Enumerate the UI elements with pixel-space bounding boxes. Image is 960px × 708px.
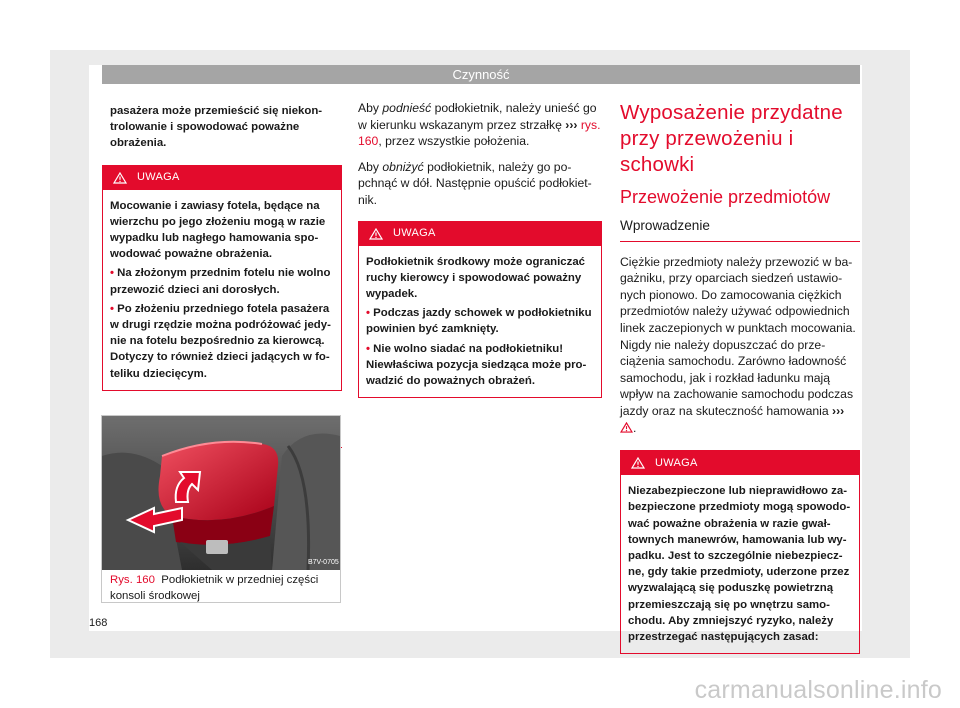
warning-text: Mocowanie i zawiasy fotela, będące na wierzchu po jego złożeniu mogą w razie wypadku lub nagłego hamowania spowodować poważne obrażenia. <box>110 199 326 261</box>
figure-caption-text: Podłokietnik w przedniej części konsoli środkowej <box>110 574 319 602</box>
warning-body <box>103 190 341 390</box>
warning-item-text: Nie wolno siadać na podłokietniku! Niewłaściwa pozycja siedząca może prowadzić do poważnych obrażeń. <box>366 342 587 387</box>
text-span: Aby <box>358 101 383 115</box>
bullet-icon: • <box>110 267 114 280</box>
emphasis-lower: obniżyć <box>382 159 424 174</box>
paragraph-raise <box>358 100 602 150</box>
warning-box-cargo <box>620 450 860 654</box>
reference-arrow-icon: ››› <box>832 403 845 418</box>
warning-text: Podłokietnik środkowy może ograniczać ruchy kierowcy i spowodować poważny wypadek. <box>366 255 586 300</box>
text-span: podłokietnik, należy go popchnąć w dół. Następnie opuścić podłokietnik. <box>358 159 592 207</box>
warning-item <box>366 341 594 390</box>
subsection-title: Przewożenie przedmiotów <box>620 187 831 207</box>
bullet-icon: • <box>366 342 370 355</box>
warning-body <box>621 475 859 653</box>
warning-item-text: Podczas jazdy schowek w podłokietniku powinien być zamknięty. <box>366 307 592 336</box>
reference-arrow-icon: ››› <box>565 117 578 132</box>
text-span: , przez wszystkie położenia. <box>378 134 530 149</box>
warning-item-text: Na złożonym przednim fotelu nie wolno przewozić dzieci ani dorosłych. <box>110 267 331 296</box>
paragraph-lower <box>358 159 602 209</box>
warning-header <box>103 166 341 190</box>
warning-triangle-icon <box>113 172 127 184</box>
bullet-icon: • <box>366 307 370 320</box>
paragraph-heavy-items <box>620 254 860 437</box>
warning-header <box>621 451 859 475</box>
figure-ref[interactable]: Rys. 160 <box>110 574 155 586</box>
warning-triangle-icon <box>631 457 645 469</box>
watermark: carmanualsonline.info <box>694 676 942 704</box>
figure-caption <box>110 573 338 604</box>
warning-label: UWAGA <box>137 171 180 184</box>
figure-link[interactable]: rys. 160 <box>358 117 601 149</box>
warning-label: UWAGA <box>393 227 436 240</box>
warning-triangle-icon[interactable] <box>620 422 633 433</box>
warning-item-text: Po złożeniu przedniego fotela pasażera w drugi rzędzie można podróżować jedynie na fotelu bezpośrednio za kierowcą. Dotyczy to również dzieci jadących w foteliku dziecięcym. <box>110 302 331 380</box>
warning-triangle-icon <box>369 228 383 240</box>
warning-item <box>110 265 334 297</box>
right-column <box>620 100 860 654</box>
text-span: . <box>633 420 637 435</box>
warning-box-armrest <box>358 221 602 399</box>
emphasis-raise: podnieść <box>382 101 432 115</box>
text-span: Ciężkie przedmioty należy przewozić w bagażniku, przy oparciach siedzeń ustawionych pionowo. Do zamocowania ciężkich przedmiotów należy używać odpowiednich linek zaczepionych w punktach mocowania. Nigdy nie należy dopuszczać do przeciążenia samochodu. Zarówno ładowność samochodu, jak i rozkład ładunku mają wpływ na zachowanie samochodu podczas jazdy oraz na skuteczność hamowania <box>620 254 856 418</box>
warning-item <box>366 305 594 337</box>
header-bar: Czynność <box>102 65 860 84</box>
warning-box-seat <box>102 165 342 391</box>
page-number: 168 <box>89 617 108 629</box>
section-title-intro: Wprowadzenie <box>620 218 860 242</box>
warning-text: Niezabezpieczone lub nieprawidłowo zabezpieczone przedmioty mogą spowodować poważne obrażenia w razie gwałtownych manewrów, hamowania lub wypadku. Jest to szczególnie niebezpieczne, gdy takie przedmioty, uderzone przez wyzwalającą się poduszkę powietrzną przemieszczają się po wnętrzu samochodu. Aby zmniejszyć ryzyko, należy przestrzegać następujących zasad: <box>628 485 851 643</box>
bullet-icon: • <box>110 302 114 315</box>
chapter-title: Wyposażenie przydatne przy przewożeniu i schowki <box>620 101 843 176</box>
middle-column <box>358 100 602 398</box>
warning-label: UWAGA <box>655 456 698 469</box>
warning-body <box>359 246 601 398</box>
intro-text: pasażera może przemieścić się niekontrolowanie i spowodować poważne obrażenia. <box>110 105 323 150</box>
warning-item <box>110 301 334 382</box>
text-span: Aby <box>358 159 383 174</box>
text-span: podłokietnik, należy unieść go w kierunku wskazanym przez strzałkę <box>358 101 597 132</box>
left-column <box>102 103 342 448</box>
figure-code: B7V-0705 <box>308 559 339 566</box>
warning-header <box>359 222 601 246</box>
armrest-illustration <box>102 416 340 570</box>
